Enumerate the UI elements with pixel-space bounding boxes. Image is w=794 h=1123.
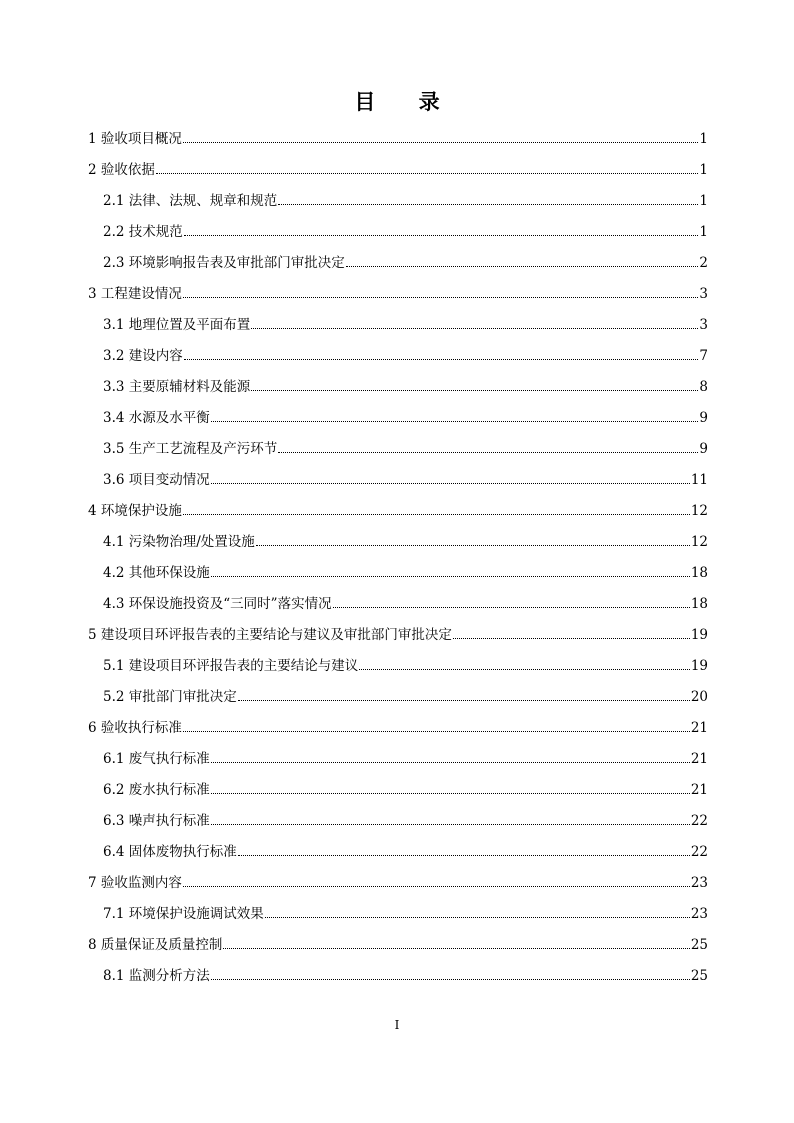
toc-entry-page-number: 22 [690, 844, 708, 860]
toc-entry-label: 6.4 固体废物执行标准 [103, 844, 237, 860]
toc-entry[interactable] [88, 868, 708, 899]
table-of-contents [88, 124, 708, 992]
toc-dot-leader [184, 349, 699, 360]
toc-entry-page-number: 23 [690, 875, 708, 891]
toc-dot-leader [211, 969, 690, 980]
toc-dot-leader [183, 287, 699, 298]
toc-entry-label: 2.2 技术规范 [103, 224, 183, 240]
toc-entry-label: 1 验收项目概况 [88, 131, 182, 147]
toc-entry[interactable] [88, 806, 708, 837]
toc-entry-page-number: 18 [690, 596, 708, 612]
toc-entry-page-number: 3 [699, 286, 708, 302]
toc-entry-page-number: 9 [699, 410, 708, 426]
toc-entry-page-number: 11 [690, 472, 708, 488]
toc-entry[interactable] [88, 837, 708, 868]
toc-entry[interactable] [88, 682, 708, 713]
toc-dot-leader [251, 318, 698, 329]
toc-entry-label: 4.2 其他环保设施 [103, 565, 210, 581]
toc-entry[interactable] [88, 279, 708, 310]
toc-dot-leader [211, 752, 690, 763]
toc-entry[interactable] [88, 713, 708, 744]
toc-dot-leader [211, 411, 699, 422]
toc-entry[interactable] [88, 465, 708, 496]
toc-entry-label: 6.1 废气执行标准 [103, 751, 210, 767]
toc-entry-label: 4.3 环保设施投资及“三同时”落实情况 [103, 596, 332, 612]
toc-entry-page-number: 12 [690, 534, 708, 550]
toc-dot-leader [359, 659, 690, 670]
toc-dot-leader [238, 845, 690, 856]
toc-entry[interactable] [88, 930, 708, 961]
toc-dot-leader [223, 938, 689, 949]
toc-entry[interactable] [88, 434, 708, 465]
toc-entry-label: 2.1 法律、法规、规章和规范 [103, 193, 278, 209]
toc-entry-label: 3.6 项目变动情况 [103, 472, 210, 488]
toc-entry-page-number: 1 [699, 131, 708, 147]
toc-entry-label: 2.3 环境影响报告表及审批部门审批决定 [103, 255, 345, 271]
toc-entry[interactable] [88, 372, 708, 403]
toc-entry[interactable] [88, 217, 708, 248]
toc-entry-page-number: 18 [690, 565, 708, 581]
toc-entry-page-number: 21 [690, 782, 708, 798]
toc-entry[interactable] [88, 496, 708, 527]
toc-entry[interactable] [88, 589, 708, 620]
toc-entry-label: 6 验收执行标准 [88, 720, 182, 736]
toc-entry[interactable] [88, 744, 708, 775]
toc-dot-leader [333, 597, 690, 608]
toc-entry[interactable] [88, 527, 708, 558]
toc-entry-label: 4.1 污染物治理/处置设施 [103, 534, 255, 550]
toc-entry-page-number: 3 [699, 317, 708, 333]
toc-entry-page-number: 19 [690, 627, 708, 643]
page-footer-number: I [394, 1018, 400, 1032]
toc-entry-page-number: 1 [699, 224, 708, 240]
toc-entry-page-number: 21 [690, 751, 708, 767]
toc-entry-page-number: 2 [699, 255, 708, 271]
toc-entry-label: 3.1 地理位置及平面布置 [103, 317, 251, 333]
toc-dot-leader [156, 163, 699, 174]
toc-entry-label: 2 验收依据 [88, 162, 155, 178]
toc-entry-label: 3.3 主要原辅材料及能源 [103, 379, 251, 395]
toc-entry-label: 4 环境保护设施 [88, 503, 182, 519]
toc-dot-leader [211, 473, 690, 484]
toc-entry-page-number: 20 [690, 689, 708, 705]
toc-dot-leader [211, 783, 690, 794]
toc-dot-leader [183, 721, 690, 732]
toc-entry[interactable] [88, 310, 708, 341]
toc-entry[interactable] [88, 248, 708, 279]
toc-dot-leader [251, 380, 698, 391]
toc-dot-leader [453, 628, 690, 639]
toc-entry-page-number: 21 [690, 720, 708, 736]
page-title: 目 录 [354, 89, 458, 114]
toc-entry-label: 7.1 环境保护设施调试效果 [103, 906, 264, 922]
toc-entry-page-number: 1 [699, 193, 708, 209]
toc-entry-page-number: 7 [699, 348, 708, 364]
toc-entry[interactable] [88, 558, 708, 589]
toc-dot-leader [346, 256, 699, 267]
toc-dot-leader [184, 225, 699, 236]
toc-entry-label: 5.1 建设项目环评报告表的主要结论与建议 [103, 658, 359, 674]
toc-dot-leader [183, 876, 690, 887]
toc-entry[interactable] [88, 403, 708, 434]
toc-entry[interactable] [88, 775, 708, 806]
toc-dot-leader [211, 566, 690, 577]
toc-entry[interactable] [88, 899, 708, 930]
toc-entry-page-number: 1 [699, 162, 708, 178]
toc-entry-label: 8.1 监测分析方法 [103, 968, 210, 984]
toc-dot-leader [278, 194, 698, 205]
toc-entry-page-number: 22 [690, 813, 708, 829]
toc-entry-label: 5.2 审批部门审批决定 [103, 689, 237, 705]
toc-entry[interactable] [88, 155, 708, 186]
toc-entry[interactable] [88, 620, 708, 651]
toc-entry-label: 3.5 生产工艺流程及产污环节 [103, 441, 278, 457]
toc-entry[interactable] [88, 651, 708, 682]
toc-entry-page-number: 8 [699, 379, 708, 395]
toc-dot-leader [265, 907, 690, 918]
toc-dot-leader [278, 442, 698, 453]
toc-dot-leader [256, 535, 690, 546]
toc-entry[interactable] [88, 186, 708, 217]
toc-entry-page-number: 9 [699, 441, 708, 457]
toc-entry-label: 6.2 废水执行标准 [103, 782, 210, 798]
toc-dot-leader [183, 132, 699, 143]
toc-entry[interactable] [88, 961, 708, 992]
toc-entry-label: 3 工程建设情况 [88, 286, 182, 302]
toc-dot-leader [211, 814, 690, 825]
toc-entry[interactable] [88, 341, 708, 372]
toc-entry-label: 8 质量保证及质量控制 [88, 937, 223, 953]
toc-entry-page-number: 12 [690, 503, 708, 519]
toc-entry-page-number: 25 [690, 937, 708, 953]
toc-entry[interactable] [88, 124, 708, 155]
toc-entry-label: 7 验收监测内容 [88, 875, 182, 891]
toc-entry-page-number: 19 [690, 658, 708, 674]
toc-dot-leader [238, 690, 690, 701]
toc-entry-page-number: 23 [690, 906, 708, 922]
toc-entry-label: 3.4 水源及水平衡 [103, 410, 210, 426]
toc-entry-label: 6.3 噪声执行标准 [103, 813, 210, 829]
toc-entry-label: 5 建设项目环评报告表的主要结论与建议及审批部门审批决定 [88, 627, 452, 643]
toc-dot-leader [183, 504, 690, 515]
toc-entry-page-number: 25 [690, 968, 708, 984]
toc-entry-label: 3.2 建设内容 [103, 348, 183, 364]
